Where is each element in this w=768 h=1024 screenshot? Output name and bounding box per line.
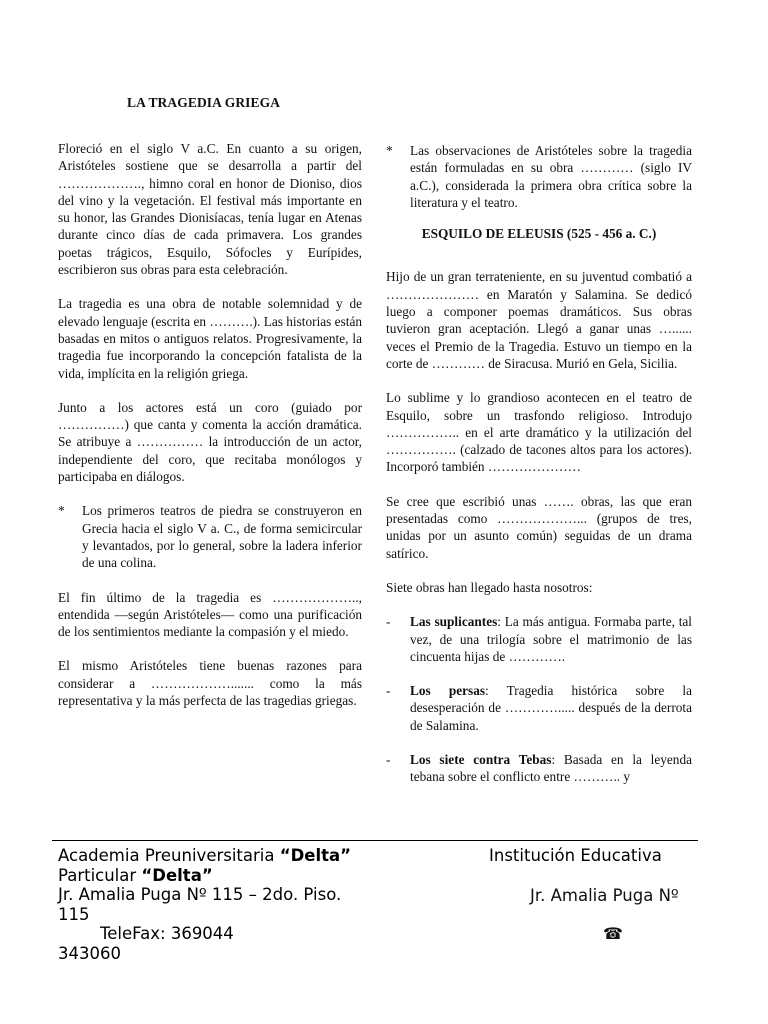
footer-academy-line: Academia Preuniversitaria “Delta” [58,846,352,865]
work-title: Los persas [410,683,486,699]
paragraph-definition: La tragedia es una obra de notable solemnidad y de elevado lenguaje (escrita en ……….). Las historias están basadas en mitos o antiguos relatos. Progresivamente, la tragedia fue incorporando la concepción fatalista de la vida, implícita en la religión griega. [58,296,362,381]
telephone-icon: ☎ [603,926,623,943]
brand-name: “Delta” [141,865,213,885]
work-description: : Basada en la leyenda tebana sobre el conflicto entre ……….. y [410,752,693,785]
work-description: : La más antigua. Formaba parte, tal vez, de una trilogía sobre el matrimonio de las cincuenta hijas de …………. [410,614,692,664]
page-title: LA TRAGEDIA GRIEGA [127,95,281,110]
bullet-mark: * [386,143,393,158]
brand-name: “Delta” [279,846,352,865]
footer-phone-number: 343060 [58,943,121,963]
paragraph-biography: Hijo de un gran terrateniente, en su juventud combatió a ………………… en Maratón y Salamina. Se dedicó luego a componer poemas dramáticos. Sus obras tuvieron gran aceptación. Llegó a ganar unas …...... veces el Premio de la Tragedia. Estuvo un tiempo en la corte de ………… de Siracusa. Murió en Gela, Sicilia. [386,269,692,371]
paragraph-works: Se cree que escribió unas ……. obras, las que eran presentadas como ………………... (grupos de tres, unidas por un asunto común) seguidas de un drama satírico. [386,493,692,561]
footer-right [489,846,709,866]
footer-left [58,846,488,963]
paragraph-sublime: Lo sublime y lo grandioso acontecen en el teatro de Esquilo, sobre un trasfondo religioso. Introdujo …………….. en el arte dramático y la utilización del ……………. (calzado de tacones altos para los actores). Incorporó también ………………… [386,390,692,475]
list-item [386,751,692,786]
footer-institution: Institución Educativa [489,846,662,865]
footer-divider [52,840,698,841]
bullet-theatres [58,502,362,571]
dash-mark: - [386,683,391,699]
bullet-observations [386,142,692,211]
right-column [386,142,692,786]
bullet-text: Las observaciones de Aristóteles sobre la tragedia están formuladas en su obra ………… (siglo IV a.C.), considerada la primera obra crítica sobre la literatura y el teatro. [410,143,692,210]
paragraph-seven-works: Siete obras han llegado hasta nosotros: [386,579,593,595]
section-heading-esquilo: ESQUILO DE ELEUSIS (525 - 456 a. C.) [421,226,657,242]
bullet-text: Los primeros teatros de piedra se construyeron en Grecia hacia el siglo V a. C., de forma semicircular y levantados, por lo general, sobre la ladera inferior de una colina. [82,503,362,571]
paragraph-purpose: El fin último de la tragedia es ……………….., entendida —según Aristóteles— como una purificación de los sentimientos mediante la compasión y el miedo. [58,589,362,640]
bullet-mark: * [58,503,65,519]
footer-address: Jr. Amalia Puga Nº 115 – 2do. Piso. [58,885,342,904]
footer-address-right: Jr. Amalia Puga Nº [530,886,679,905]
paragraph-aristotle: El mismo Aristóteles tiene buenas razones para considerar a ………………....... como la más representativa y la más perfecta de las tragedias griegas. [58,658,362,709]
paragraph-origin: Floreció en el siglo V a.C. En cuanto a su origen, Aristóteles sostiene que se desarrolla a partir del ………………., himno coral en honor de Dioniso, dios del vino y la vegetación. El festival más importante en su honor, las Grandes Dionisíacas, tenía lugar en Atenas durante cinco días de cada primavera. Los grandes poetas trágicos, Esquilo, Sófocles y Eurípides, escribieron sus obras para esta celebración. [58,141,362,278]
footer-telefax: TeleFax: 369044 [100,924,234,943]
work-title: Las suplicantes [410,614,498,630]
list-item [386,613,692,665]
list-item [386,682,692,734]
footer-particular-line: Particular “Delta” [58,865,213,885]
footer-address-number: 115 [58,904,90,924]
work-title: Los siete contra Tebas [410,752,552,768]
dash-mark: - [386,614,391,630]
work-description: : Tragedia histórica sobre la desesperación de …………..... después de la derrota de Salamina. [410,683,692,733]
left-column [58,140,362,709]
dash-mark: - [386,752,391,768]
paragraph-chorus: Junto a los actores está un coro (guiado por ……………) que canta y comenta la acción dramática. Se atribuye a …………… la introducción de un actor, independiente del coro, que recitaba monólogos y participaba en diálogos. [58,399,362,485]
